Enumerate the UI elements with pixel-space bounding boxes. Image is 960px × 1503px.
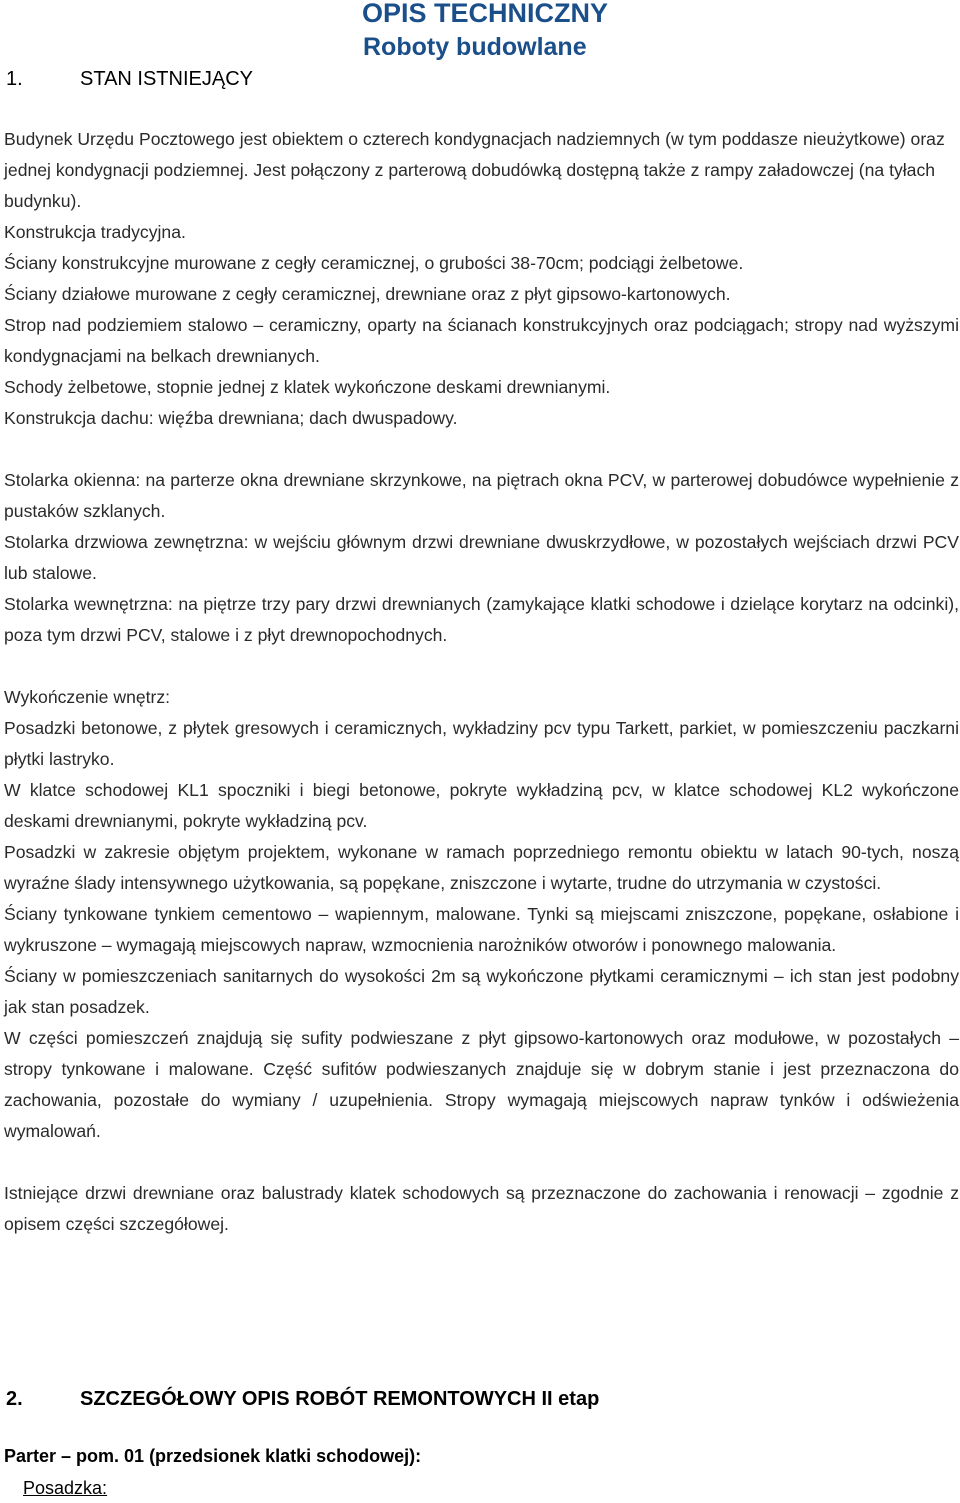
paragraph-building: Budynek Urzędu Pocztowego jest obiektem o czterech kondygnacjach nadziemnych (w tym poddasze nieużytkowe) oraz jednej kondygnacji podziemnej. Jest połączony z parterową dobudówką dostępną także z rampy załadowczej (na tyłach budynku). <box>4 129 945 211</box>
paragraph-walls-partition: Ściany działowe murowane z cegły ceramicznej, drewniane oraz z płyt gipsowo-kartonowych. <box>4 284 731 304</box>
paragraph-floor-condition: Posadzki w zakresie objętym projektem, wykonane w ramach poprzedniego remontu obiektu w latach 90-tych, noszą wyraźne ślady intensywnego użytkowania, są popękane, zniszczone i wytarte, trudne do utrzymania w czystości. <box>4 842 959 893</box>
finishing-label: Wykończenie wnętrz: <box>4 687 171 707</box>
section-2-heading <box>6 1387 599 1411</box>
paragraph-external-doors: Stolarka drzwiowa zewnętrzna: w wejściu głównym drzwi drewniane dwuskrzydłowe, w pozostałych wejściach drzwi PCV lub stalowe. <box>4 532 959 583</box>
paragraph-ceiling: Strop nad podziemiem stalowo – ceramiczny, oparty na ścianach konstrukcyjnych oraz podciągach; stropy nad wyższymi kondygnacjami na belkach drewnianych. <box>4 315 959 366</box>
floor-label: Posadzka: <box>23 1478 108 1498</box>
document-title: OPIS TECHNICZNY <box>362 0 609 28</box>
paragraph-plaster: Ściany tynkowane tynkiem cementowo – wapiennym, malowane. Tynki są miejscami zniszczone, popękane, osłabione i wykruszone – wymagają miejscowych napraw, wzmocnienia narożników otworów i ponownego malowania. <box>4 904 959 955</box>
spacer <box>4 651 959 682</box>
paragraph-sanitary: Ściany w pomieszczeniach sanitarnych do wysokości 2m są wykończone płytkami ceramicznymi – ich stan jest podobny jak stan posadzek. <box>4 966 959 1017</box>
paragraph-walls-structural: Ściany konstrukcyjne murowane z cegły ceramicznej, o grubości 38-70cm; podciągi żelbetowe. <box>4 253 744 273</box>
section-2-number: 2. <box>6 1388 23 1410</box>
paragraph-roof: Konstrukcja dachu: więźba drewniana; dach dwuspadowy. <box>4 408 458 428</box>
section-1-heading <box>6 67 253 91</box>
paragraph-closing: Istniejące drzwi drewniane oraz balustrady klatek schodowych są przeznaczone do zachowania i renowacji – zgodnie z opisem części szczegółowej. <box>4 1183 959 1234</box>
section-1-title: STAN ISTNIEJĄCY <box>80 68 253 90</box>
paragraph-ceilings-suspended: W części pomieszczeń znajdują się sufity podwieszane z płyt gipsowo-kartonowych oraz modułowe, w pozostałych – stropy tynkowane i malowane. Część sufitów podwieszanych znajduje się w dobrym stanie i jest przeznaczona do zachowania, pozostałe do wymiany / uzupełnienia. Stropy wymagają miejscowych napraw tynków i odświeżenia wymalowań. <box>4 1028 959 1141</box>
paragraph-internal-doors: Stolarka wewnętrzna: na piętrze trzy pary drzwi drewnianych (zamykające klatki schodowe i dzielące korytarz na odcinki), poza tym drzwi PCV, stalowe i z płyt drewnopochodnych. <box>4 594 959 645</box>
paragraph-construction: Konstrukcja tradycyjna. <box>4 222 186 242</box>
spacer <box>4 434 959 465</box>
paragraph-stairs: Schody żelbetowe, stopnie jednej z klatek wykończone deskami drewnianymi. <box>4 377 611 397</box>
room-heading: Parter – pom. 01 (przedsionek klatki schodowej): <box>4 1446 422 1466</box>
section-1-number: 1. <box>6 68 23 90</box>
document-subtitle: Roboty budowlane <box>363 33 587 61</box>
section-1-body <box>4 124 959 1240</box>
paragraph-staircases: W klatce schodowej KL1 spoczniki i biegi betonowe, pokryte wykładziną pcv, w klatce schodowej KL2 wykończone deskami drewnianymi, pokryte wykładziną pcv. <box>4 780 959 831</box>
paragraph-windows: Stolarka okienna: na parterze okna drewniane skrzynkowe, na piętrach okna PCV, w parterowej dobudówce wypełnienie z pustaków szklanych. <box>4 470 959 521</box>
spacer <box>4 1147 959 1178</box>
paragraph-floors: Posadzki betonowe, z płytek gresowych i ceramicznych, wykładziny pcv typu Tarkett, parkiet, w pomieszczeniu paczkarni płytki lastryko. <box>4 718 959 769</box>
section-2-title: SZCZEGÓŁOWY OPIS ROBÓT REMONTOWYCH II etap <box>80 1388 600 1410</box>
